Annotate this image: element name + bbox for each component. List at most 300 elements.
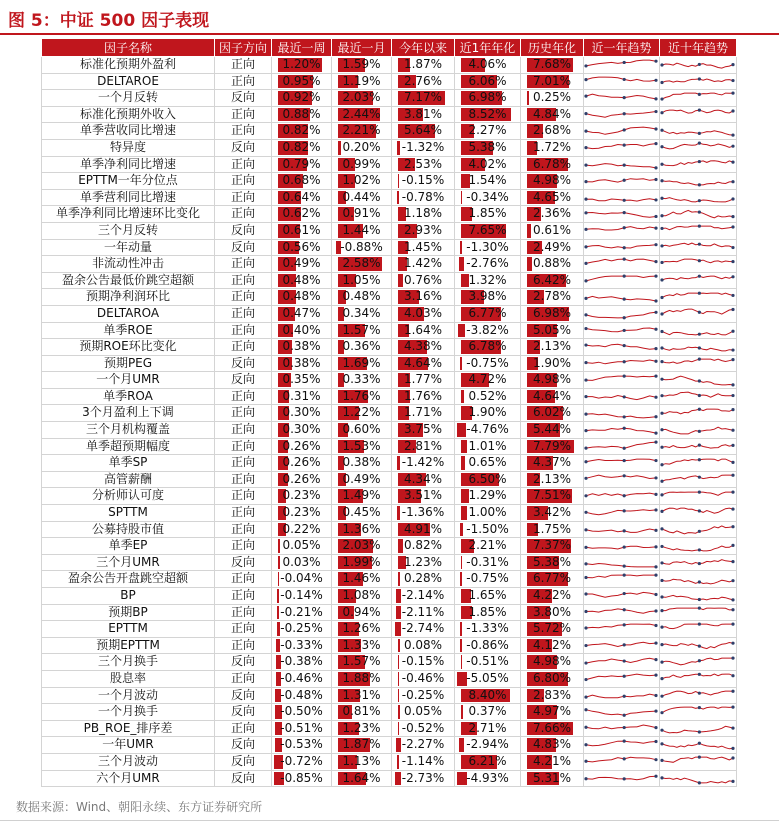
sparkline-marker [731,308,734,311]
return-cell-hist [521,189,584,206]
return-cell-ytd [392,355,455,372]
table-row [42,305,737,322]
return-value: 0.82% [282,139,321,154]
sparkline-icon [584,256,658,271]
sparkline-marker [654,545,657,548]
factor-direction: 正向 [215,521,272,538]
col-header-ytd: 今年以来 [392,39,455,57]
return-cell-m [332,538,392,555]
sparkline-marker [731,349,734,352]
sparkline-icon [584,638,658,653]
return-cell-ytd [392,272,455,289]
return-value: 1.76% [403,388,443,403]
factor-direction: 正向 [215,106,272,123]
return-cell-y1 [455,720,521,737]
sparkline-icon [584,373,658,388]
return-cell-y1 [455,422,521,439]
sparkline-marker [654,275,657,278]
sparkline-path [586,776,656,780]
sparkline-path [586,95,656,100]
return-bar [397,191,399,205]
factor-direction: 正向 [215,206,272,223]
return-cell-ytd [392,139,455,156]
table-row [42,239,737,256]
return-cell-m [332,588,392,605]
sparkline-marker [654,565,657,568]
table-row [42,355,737,372]
return-cell-hist [521,422,584,439]
return-value: 6.98% [532,305,572,320]
sparkline-trend-10y [660,57,737,74]
sparkline-path [586,510,656,515]
table-row [42,405,737,422]
sparkline-marker [660,712,663,715]
sparkline-marker [654,774,657,777]
return-value: 2.53% [403,156,443,171]
sparkline-path [586,642,656,646]
return-cell-ytd [392,753,455,770]
return-value: 4.83% [532,737,572,752]
sparkline-marker [623,608,626,611]
return-bar [527,91,529,105]
sparkline-trend-10y [660,621,737,638]
sparkline-marker [660,244,663,247]
return-value: 5.05% [532,322,572,337]
return-value: 2.93% [403,222,443,237]
sparkline-marker [660,313,663,316]
return-cell-y1 [455,571,521,588]
sparkline-path [662,596,733,601]
sparkline-marker [660,527,663,530]
sparkline-path [586,296,656,301]
return-bar [278,572,279,586]
return-cell-hist [521,405,584,422]
return-value: 1.23% [403,554,443,569]
sparkline-marker [623,226,626,229]
return-cell-hist [521,123,584,140]
return-cell-w [272,704,332,721]
sparkline-path [662,545,733,551]
return-cell-m [332,289,392,306]
return-cell-w [272,588,332,605]
factor-name: 单季EP [42,538,215,555]
sparkline-trend-1y [584,670,660,687]
sparkline-trend-10y [660,388,737,405]
return-cell-hist [521,239,584,256]
factor-name: 预期EPTTM [42,637,215,654]
sparkline-icon [660,356,735,371]
factor-direction: 正向 [215,305,272,322]
return-value: 1.05% [342,272,381,287]
sparkline-path [662,376,733,385]
sparkline-path [662,260,733,264]
sparkline-trend-10y [660,538,737,555]
table-row [42,488,737,505]
return-cell-ytd [392,222,455,239]
return-value: -0.86% [466,637,509,652]
factor-direction: 正向 [215,438,272,455]
return-value: 0.65% [468,455,507,470]
return-cell-ytd [392,156,455,173]
table-row [42,422,737,439]
return-cell-hist [521,90,584,107]
return-cell-ytd [392,173,455,190]
sparkline-marker [660,694,663,697]
sparkline-marker [660,197,663,200]
return-value: -0.48% [280,687,323,702]
return-cell-ytd [392,322,455,339]
sparkline-marker [623,275,626,278]
return-cell-hist [521,488,584,505]
return-bar [397,506,400,520]
sparkline-marker [731,92,734,95]
sparkline-marker [698,93,701,96]
return-cell-y1 [455,156,521,173]
sparkline-icon [584,456,658,471]
return-cell-y1 [455,189,521,206]
sparkline-marker [731,329,734,332]
sparkline-icon [660,522,735,537]
return-value: 1.87% [403,57,443,71]
factor-name: 一个月换手 [42,704,215,721]
sparkline-icon [660,157,735,172]
return-value: 2.21% [342,123,381,138]
return-cell-m [332,571,392,588]
col-header-week: 最近一周 [272,39,332,57]
return-cell-w [272,173,332,190]
sparkline-path [662,708,733,714]
sparkline-trend-10y [660,73,737,90]
sparkline-trend-1y [584,139,660,156]
return-value: -0.46% [280,670,323,685]
sparkline-marker [654,609,657,612]
return-value: 4.98% [532,173,572,188]
factor-direction: 正向 [215,388,272,405]
sparkline-marker [654,593,657,596]
sparkline-marker [698,357,701,360]
return-value: -1.50% [466,521,509,536]
sparkline-trend-1y [584,654,660,671]
sparkline-trend-10y [660,256,737,273]
factor-name: 高管薪酬 [42,471,215,488]
sparkline-trend-10y [660,106,737,123]
return-value: -0.04% [280,571,323,586]
sparkline-trend-10y [660,206,737,223]
return-cell-w [272,372,332,389]
sparkline-marker [654,374,657,377]
sparkline-icon [660,124,735,139]
sparkline-marker [584,65,587,68]
return-value: 4.03% [403,305,443,320]
return-cell-w [272,505,332,522]
return-cell-m [332,272,392,289]
return-bar [396,589,401,603]
sparkline-icon [660,373,735,388]
return-value: 1.57% [342,322,381,337]
sparkline-icon [660,489,735,504]
sparkline-icon [660,290,735,305]
sparkline-marker [660,493,663,496]
return-value: 0.64% [282,189,321,204]
sparkline-marker [654,79,657,82]
return-value: 1.53% [342,438,381,453]
col-header-trend-1y: 近一年趋势 [584,39,660,57]
table-row [42,753,737,770]
sparkline-icon [584,704,658,719]
sparkline-marker [660,510,663,513]
sparkline-icon [660,771,735,786]
sparkline-icon [660,323,735,338]
sparkline-path [586,609,656,613]
sparkline-marker [660,759,663,762]
return-cell-hist [521,355,584,372]
return-value: -2.27% [401,737,445,752]
return-cell-hist [521,156,584,173]
sparkline-path [662,161,733,166]
return-value: 1.90% [532,355,572,370]
return-value: 0.26% [282,471,321,486]
sparkline-marker [584,760,587,763]
sparkline-path [662,757,733,762]
sparkline-icon [584,472,658,487]
factor-name: 三个月UMR [42,554,215,571]
sparkline-marker [654,360,657,363]
sparkline-marker [731,579,734,582]
return-cell-ytd [392,106,455,123]
return-cell-m [332,770,392,787]
return-value: 0.22% [282,521,321,536]
sparkline-trend-10y [660,704,737,721]
return-cell-m [332,355,392,372]
sparkline-marker [660,128,663,131]
sparkline-trend-10y [660,521,737,538]
factor-name: EPTTM [42,621,215,638]
return-bar [461,456,465,470]
sparkline-trend-1y [584,770,660,787]
sparkline-marker [584,743,587,746]
sparkline-marker [584,163,587,166]
return-value: 6.78% [532,156,572,171]
factor-name: 预期净利润环比 [42,289,215,306]
sparkline-marker [584,228,587,231]
return-cell-hist [521,571,584,588]
return-cell-y1 [455,621,521,638]
return-cell-hist [521,256,584,273]
sparkline-icon [584,157,658,172]
return-bar [461,440,467,454]
sparkline-marker [698,548,701,551]
sparkline-trend-1y [584,106,660,123]
return-cell-w [272,455,332,472]
return-cell-ytd [392,704,455,721]
sparkline-icon [660,406,735,421]
return-cell-y1 [455,538,521,555]
sparkline-marker [623,128,626,131]
factor-direction: 反向 [215,239,272,256]
sparkline-trend-1y [584,272,660,289]
sparkline-trend-1y [584,405,660,422]
return-cell-ytd [392,588,455,605]
sparkline-trend-1y [584,73,660,90]
sparkline-marker [660,162,663,165]
sparkline-marker [654,396,657,399]
factor-name: PB_ROE_排序差 [42,720,215,737]
return-cell-hist [521,139,584,156]
return-cell-hist [521,654,584,671]
return-cell-m [332,422,392,439]
sparkline-trend-1y [584,471,660,488]
factor-name: 一年动量 [42,239,215,256]
sparkline-trend-1y [584,305,660,322]
sparkline-icon [660,505,735,520]
factor-name: DELTAROE [42,73,215,90]
return-value: -1.33% [466,621,509,636]
return-cell-y1 [455,305,521,322]
return-cell-y1 [455,604,521,621]
sparkline-trend-1y [584,455,660,472]
sparkline-path [586,227,656,230]
sparkline-trend-1y [584,189,660,206]
sparkline-marker [731,160,734,163]
sparkline-marker [623,529,626,532]
factor-direction: 反向 [215,355,272,372]
return-cell-y1 [455,73,521,90]
sparkline-marker [654,694,657,697]
factor-direction: 正向 [215,322,272,339]
return-value: 0.38% [282,355,321,370]
return-value: 0.08% [403,637,443,652]
sparkline-path [586,429,656,434]
return-cell-ytd [392,521,455,538]
return-value: 2.71% [468,720,507,735]
sparkline-marker [731,780,734,783]
sparkline-marker [731,181,734,184]
return-value: -0.75% [466,571,509,586]
return-cell-hist [521,521,584,538]
return-value: 1.72% [532,139,572,154]
factor-direction: 正向 [215,289,272,306]
return-value: 1.57% [342,654,381,669]
factor-direction: 正向 [215,670,272,687]
table-row [42,156,737,173]
sparkline-marker [698,242,701,245]
return-cell-w [272,322,332,339]
factor-name: 三个月换手 [42,654,215,671]
return-value: 0.56% [282,239,321,254]
return-cell-ytd [392,73,455,90]
return-bar [278,556,280,570]
sparkline-marker [654,311,657,314]
return-cell-m [332,256,392,273]
sparkline-path [662,726,733,733]
return-value: 1.01% [468,438,507,453]
sparkline-marker [584,726,587,729]
return-value: 3.80% [532,604,572,619]
sparkline-path [662,210,733,217]
factor-direction: 反向 [215,90,272,107]
return-cell-w [272,139,332,156]
sparkline-path [586,493,656,496]
factor-name: EPTTM一年分位点 [42,173,215,190]
return-cell-m [332,305,392,322]
sparkline-marker [584,511,587,514]
return-cell-ytd [392,90,455,107]
table-row [42,554,737,571]
sparkline-marker [584,610,587,613]
return-value: 3.98% [468,289,507,304]
sparkline-path [586,564,656,567]
sparkline-path [586,199,656,201]
return-bar [460,639,462,653]
return-cell-y1 [455,770,521,787]
return-cell-ytd [392,687,455,704]
sparkline-trend-1y [584,90,660,107]
factor-name: 盈余公告开盘跳空超额 [42,571,215,588]
return-value: 0.44% [342,189,381,204]
return-cell-m [332,189,392,206]
table-row [42,106,737,123]
return-cell-w [272,604,332,621]
return-value: 1.29% [468,488,507,503]
return-cell-w [272,305,332,322]
sparkline-marker [584,395,587,398]
sparkline-marker [698,332,701,335]
return-cell-y1 [455,505,521,522]
return-cell-w [272,438,332,455]
sparkline-marker [623,675,626,678]
return-value: -2.74% [401,621,445,636]
sparkline-marker [584,313,587,316]
return-value: -0.38% [280,654,323,669]
sparkline-marker [698,407,701,410]
sparkline-path [662,508,733,513]
sparkline-marker [623,395,626,398]
return-value: 4.98% [532,372,572,387]
sparkline-marker [731,293,734,296]
factor-direction: 正向 [215,189,272,206]
factor-direction: 反向 [215,222,272,239]
sparkline-icon [660,621,735,636]
sparkline-marker [584,181,587,184]
return-cell-y1 [455,753,521,770]
sparkline-marker [654,658,657,661]
return-value: 2.83% [532,687,572,702]
table-row [42,737,737,754]
return-cell-ytd [392,372,455,389]
sparkline-trend-10y [660,372,737,389]
factor-direction: 正向 [215,571,272,588]
sparkline-path [586,328,656,332]
sparkline-marker [660,579,663,582]
factor-name: 非流动性冲击 [42,256,215,273]
return-cell-w [272,156,332,173]
factor-direction: 正向 [215,471,272,488]
sparkline-marker [584,245,587,248]
sparkline-marker [623,714,626,717]
sparkline-marker [731,608,734,611]
factor-name: 一年UMR [42,737,215,754]
sparkline-marker [654,227,657,230]
return-value: 2.27% [468,123,507,138]
sparkline-marker [584,296,587,299]
return-value: 4.65% [532,189,572,204]
return-bar [398,655,399,669]
return-value: 0.34% [342,305,381,320]
return-cell-w [272,90,332,107]
return-cell-y1 [455,206,521,223]
sparkline-marker [623,144,626,147]
sparkline-marker [698,379,701,382]
